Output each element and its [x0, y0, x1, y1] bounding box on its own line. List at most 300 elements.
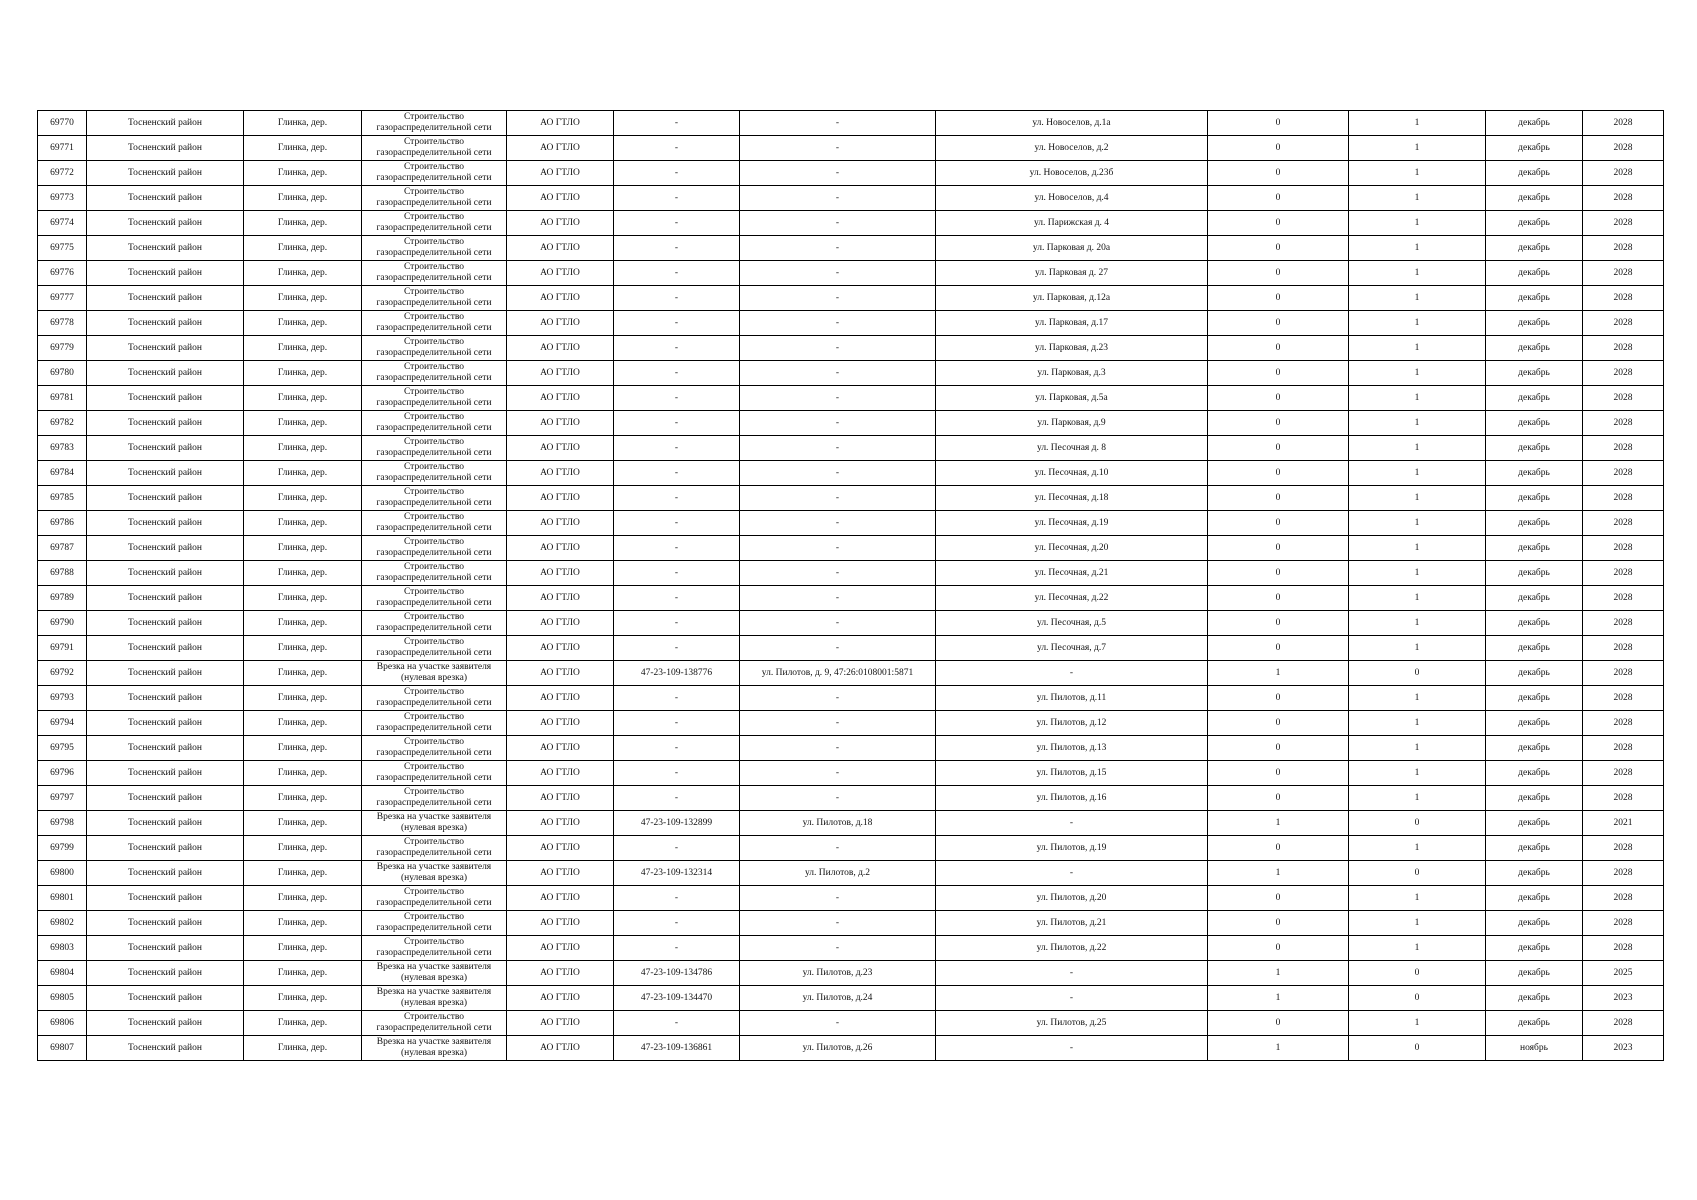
row-number-cell: 69788: [38, 561, 87, 586]
work-type-cell: Строительство газораспределительной сети: [362, 111, 507, 136]
applicant-address-cell: -: [740, 236, 936, 261]
year-cell: 2023: [1583, 1036, 1664, 1061]
count-a-cell: 0: [1208, 586, 1349, 611]
application-number-cell: -: [614, 361, 740, 386]
table-row: [38, 336, 1664, 361]
count-b-cell: 1: [1349, 136, 1486, 161]
table-row: [38, 536, 1664, 561]
application-number-cell: 47-23-109-136861: [614, 1036, 740, 1061]
settlement-cell: Глинка, дер.: [244, 111, 362, 136]
work-type-cell: Строительство газораспределительной сети: [362, 136, 507, 161]
district-cell: Тосненский район: [87, 986, 244, 1011]
applicant-address-cell: -: [740, 436, 936, 461]
applicant-address-cell: -: [740, 836, 936, 861]
organization-cell: АО ГТЛО: [507, 1036, 614, 1061]
count-a-cell: 0: [1208, 686, 1349, 711]
application-number-cell: -: [614, 611, 740, 636]
district-cell: Тосненский район: [87, 886, 244, 911]
work-type-cell: Строительство газораспределительной сети: [362, 286, 507, 311]
row-number-cell: 69801: [38, 886, 87, 911]
count-b-cell: 1: [1349, 936, 1486, 961]
object-address-cell: ул. Песочная д. 8: [936, 436, 1208, 461]
applicant-address-cell: -: [740, 311, 936, 336]
count-b-cell: 1: [1349, 311, 1486, 336]
applicant-address-cell: -: [740, 161, 936, 186]
month-cell: декабрь: [1486, 761, 1583, 786]
count-a-cell: 0: [1208, 336, 1349, 361]
work-type-cell: Врезка на участке заявителя (нулевая врезка): [362, 1036, 507, 1061]
year-cell: 2028: [1583, 936, 1664, 961]
count-a-cell: 0: [1208, 911, 1349, 936]
count-a-cell: 0: [1208, 711, 1349, 736]
row-number-cell: 69776: [38, 261, 87, 286]
work-type-cell: Строительство газораспределительной сети: [362, 511, 507, 536]
object-address-cell: ул. Пилотов, д.11: [936, 686, 1208, 711]
district-cell: Тосненский район: [87, 461, 244, 486]
work-type-cell: Врезка на участке заявителя (нулевая врезка): [362, 861, 507, 886]
district-cell: Тосненский район: [87, 336, 244, 361]
district-cell: Тосненский район: [87, 261, 244, 286]
table-row: [38, 161, 1664, 186]
settlement-cell: Глинка, дер.: [244, 361, 362, 386]
application-number-cell: -: [614, 886, 740, 911]
object-address-cell: -: [936, 811, 1208, 836]
row-number-cell: 69785: [38, 486, 87, 511]
work-type-cell: Строительство газораспределительной сети: [362, 1011, 507, 1036]
count-a-cell: 0: [1208, 536, 1349, 561]
table-row: [38, 586, 1664, 611]
settlement-cell: Глинка, дер.: [244, 161, 362, 186]
month-cell: декабрь: [1486, 436, 1583, 461]
row-number-cell: 69778: [38, 311, 87, 336]
settlement-cell: Глинка, дер.: [244, 961, 362, 986]
work-type-cell: Строительство газораспределительной сети: [362, 486, 507, 511]
organization-cell: АО ГТЛО: [507, 536, 614, 561]
applicant-address-cell: -: [740, 686, 936, 711]
count-a-cell: 0: [1208, 211, 1349, 236]
applicant-address-cell: ул. Пилотов, д.2: [740, 861, 936, 886]
organization-cell: АО ГТЛО: [507, 386, 614, 411]
application-number-cell: -: [614, 686, 740, 711]
year-cell: 2028: [1583, 661, 1664, 686]
district-cell: Тосненский район: [87, 786, 244, 811]
object-address-cell: ул. Пилотов, д.13: [936, 736, 1208, 761]
table-row: [38, 236, 1664, 261]
count-b-cell: 0: [1349, 986, 1486, 1011]
month-cell: декабрь: [1486, 936, 1583, 961]
row-number-cell: 69789: [38, 586, 87, 611]
applicant-address-cell: -: [740, 186, 936, 211]
count-b-cell: 1: [1349, 486, 1486, 511]
month-cell: декабрь: [1486, 861, 1583, 886]
organization-cell: АО ГТЛО: [507, 786, 614, 811]
count-b-cell: 1: [1349, 186, 1486, 211]
settlement-cell: Глинка, дер.: [244, 586, 362, 611]
district-cell: Тосненский район: [87, 736, 244, 761]
month-cell: декабрь: [1486, 736, 1583, 761]
work-type-cell: Строительство газораспределительной сети: [362, 836, 507, 861]
table-row: [38, 461, 1664, 486]
year-cell: 2028: [1583, 386, 1664, 411]
table-row: [38, 261, 1664, 286]
applicant-address-cell: -: [740, 786, 936, 811]
district-cell: Тосненский район: [87, 811, 244, 836]
month-cell: декабрь: [1486, 211, 1583, 236]
organization-cell: АО ГТЛО: [507, 436, 614, 461]
month-cell: декабрь: [1486, 786, 1583, 811]
application-number-cell: -: [614, 386, 740, 411]
row-number-cell: 69798: [38, 811, 87, 836]
application-number-cell: -: [614, 911, 740, 936]
organization-cell: АО ГТЛО: [507, 511, 614, 536]
work-type-cell: Строительство газораспределительной сети: [362, 936, 507, 961]
organization-cell: АО ГТЛО: [507, 111, 614, 136]
table-row: [38, 286, 1664, 311]
row-number-cell: 69797: [38, 786, 87, 811]
settlement-cell: Глинка, дер.: [244, 561, 362, 586]
count-a-cell: 0: [1208, 461, 1349, 486]
month-cell: декабрь: [1486, 561, 1583, 586]
district-cell: Тосненский район: [87, 136, 244, 161]
object-address-cell: ул. Песочная, д.7: [936, 636, 1208, 661]
settlement-cell: Глинка, дер.: [244, 611, 362, 636]
count-a-cell: 0: [1208, 161, 1349, 186]
object-address-cell: ул. Песочная, д.10: [936, 461, 1208, 486]
row-number-cell: 69802: [38, 911, 87, 936]
work-type-cell: Строительство газораспределительной сети: [362, 586, 507, 611]
district-cell: Тосненский район: [87, 911, 244, 936]
application-number-cell: -: [614, 186, 740, 211]
application-number-cell: -: [614, 461, 740, 486]
count-a-cell: 0: [1208, 286, 1349, 311]
row-number-cell: 69784: [38, 461, 87, 486]
month-cell: декабрь: [1486, 486, 1583, 511]
year-cell: 2028: [1583, 186, 1664, 211]
applicant-address-cell: -: [740, 361, 936, 386]
table-row: [38, 111, 1664, 136]
application-number-cell: -: [614, 586, 740, 611]
work-type-cell: Строительство газораспределительной сети: [362, 336, 507, 361]
organization-cell: АО ГТЛО: [507, 136, 614, 161]
gas-network-table: [37, 110, 1664, 1061]
district-cell: Тосненский район: [87, 111, 244, 136]
year-cell: 2028: [1583, 536, 1664, 561]
count-a-cell: 0: [1208, 411, 1349, 436]
district-cell: Тосненский район: [87, 961, 244, 986]
year-cell: 2028: [1583, 786, 1664, 811]
application-number-cell: -: [614, 261, 740, 286]
year-cell: 2028: [1583, 286, 1664, 311]
year-cell: 2028: [1583, 336, 1664, 361]
organization-cell: АО ГТЛО: [507, 636, 614, 661]
settlement-cell: Глинка, дер.: [244, 386, 362, 411]
month-cell: декабрь: [1486, 161, 1583, 186]
count-b-cell: 1: [1349, 911, 1486, 936]
application-number-cell: -: [614, 536, 740, 561]
application-number-cell: 47-23-109-134470: [614, 986, 740, 1011]
settlement-cell: Глинка, дер.: [244, 461, 362, 486]
row-number-cell: 69804: [38, 961, 87, 986]
application-number-cell: -: [614, 311, 740, 336]
row-number-cell: 69799: [38, 836, 87, 861]
applicant-address-cell: -: [740, 136, 936, 161]
year-cell: 2028: [1583, 911, 1664, 936]
object-address-cell: ул. Парковая, д.9: [936, 411, 1208, 436]
count-b-cell: 1: [1349, 111, 1486, 136]
table-row: [38, 711, 1664, 736]
application-number-cell: -: [614, 486, 740, 511]
year-cell: 2028: [1583, 736, 1664, 761]
object-address-cell: ул. Парковая, д.12а: [936, 286, 1208, 311]
count-b-cell: 1: [1349, 236, 1486, 261]
table-row: [38, 836, 1664, 861]
count-b-cell: 0: [1349, 961, 1486, 986]
table-row: [38, 736, 1664, 761]
applicant-address-cell: -: [740, 611, 936, 636]
row-number-cell: 69807: [38, 1036, 87, 1061]
table-body: [38, 111, 1664, 1061]
application-number-cell: -: [614, 236, 740, 261]
district-cell: Тосненский район: [87, 411, 244, 436]
count-b-cell: 1: [1349, 336, 1486, 361]
application-number-cell: 47-23-109-132314: [614, 861, 740, 886]
table-row: [38, 211, 1664, 236]
object-address-cell: -: [936, 961, 1208, 986]
count-b-cell: 1: [1349, 361, 1486, 386]
organization-cell: АО ГТЛО: [507, 261, 614, 286]
count-a-cell: 0: [1208, 561, 1349, 586]
application-number-cell: -: [614, 761, 740, 786]
count-a-cell: 1: [1208, 811, 1349, 836]
month-cell: декабрь: [1486, 636, 1583, 661]
applicant-address-cell: -: [740, 936, 936, 961]
year-cell: 2021: [1583, 811, 1664, 836]
organization-cell: АО ГТЛО: [507, 811, 614, 836]
district-cell: Тосненский район: [87, 361, 244, 386]
settlement-cell: Глинка, дер.: [244, 486, 362, 511]
count-b-cell: 0: [1349, 811, 1486, 836]
month-cell: декабрь: [1486, 111, 1583, 136]
row-number-cell: 69805: [38, 986, 87, 1011]
settlement-cell: Глинка, дер.: [244, 936, 362, 961]
row-number-cell: 69782: [38, 411, 87, 436]
month-cell: декабрь: [1486, 661, 1583, 686]
object-address-cell: ул. Пилотов, д.25: [936, 1011, 1208, 1036]
applicant-address-cell: ул. Пилотов, д.18: [740, 811, 936, 836]
count-a-cell: 0: [1208, 611, 1349, 636]
applicant-address-cell: ул. Пилотов, д.24: [740, 986, 936, 1011]
row-number-cell: 69795: [38, 736, 87, 761]
object-address-cell: -: [936, 861, 1208, 886]
application-number-cell: -: [614, 511, 740, 536]
applicant-address-cell: -: [740, 1011, 936, 1036]
organization-cell: АО ГТЛО: [507, 361, 614, 386]
organization-cell: АО ГТЛО: [507, 286, 614, 311]
count-a-cell: 0: [1208, 1011, 1349, 1036]
applicant-address-cell: ул. Пилотов, д. 9, 47:26:0108001:5871: [740, 661, 936, 686]
work-type-cell: Строительство газораспределительной сети: [362, 386, 507, 411]
count-a-cell: 0: [1208, 761, 1349, 786]
district-cell: Тосненский район: [87, 161, 244, 186]
organization-cell: АО ГТЛО: [507, 211, 614, 236]
work-type-cell: Врезка на участке заявителя (нулевая врезка): [362, 811, 507, 836]
applicant-address-cell: -: [740, 486, 936, 511]
count-b-cell: 1: [1349, 461, 1486, 486]
year-cell: 2028: [1583, 836, 1664, 861]
count-a-cell: 0: [1208, 936, 1349, 961]
year-cell: 2028: [1583, 161, 1664, 186]
object-address-cell: ул. Новоселов, д.23б: [936, 161, 1208, 186]
district-cell: Тосненский район: [87, 236, 244, 261]
table-row: [38, 786, 1664, 811]
work-type-cell: Строительство газораспределительной сети: [362, 211, 507, 236]
applicant-address-cell: -: [740, 761, 936, 786]
work-type-cell: Строительство газораспределительной сети: [362, 236, 507, 261]
row-number-cell: 69777: [38, 286, 87, 311]
settlement-cell: Глинка, дер.: [244, 1036, 362, 1061]
settlement-cell: Глинка, дер.: [244, 286, 362, 311]
count-b-cell: 1: [1349, 686, 1486, 711]
year-cell: 2028: [1583, 361, 1664, 386]
year-cell: 2028: [1583, 611, 1664, 636]
table-row: [38, 861, 1664, 886]
count-b-cell: 1: [1349, 536, 1486, 561]
table-row: [38, 411, 1664, 436]
application-number-cell: -: [614, 161, 740, 186]
work-type-cell: Строительство газораспределительной сети: [362, 536, 507, 561]
object-address-cell: ул. Пилотов, д.15: [936, 761, 1208, 786]
count-a-cell: 0: [1208, 486, 1349, 511]
count-b-cell: 1: [1349, 386, 1486, 411]
object-address-cell: ул. Пилотов, д.20: [936, 886, 1208, 911]
district-cell: Тосненский район: [87, 1011, 244, 1036]
object-address-cell: ул. Пилотов, д.22: [936, 936, 1208, 961]
count-b-cell: 1: [1349, 561, 1486, 586]
organization-cell: АО ГТЛО: [507, 736, 614, 761]
row-number-cell: 69803: [38, 936, 87, 961]
organization-cell: АО ГТЛО: [507, 961, 614, 986]
table-row: [38, 136, 1664, 161]
organization-cell: АО ГТЛО: [507, 911, 614, 936]
month-cell: декабрь: [1486, 361, 1583, 386]
work-type-cell: Строительство газораспределительной сети: [362, 261, 507, 286]
month-cell: декабрь: [1486, 911, 1583, 936]
month-cell: декабрь: [1486, 286, 1583, 311]
work-type-cell: Строительство газораспределительной сети: [362, 786, 507, 811]
work-type-cell: Строительство газораспределительной сети: [362, 361, 507, 386]
settlement-cell: Глинка, дер.: [244, 411, 362, 436]
district-cell: Тосненский район: [87, 661, 244, 686]
month-cell: декабрь: [1486, 236, 1583, 261]
application-number-cell: -: [614, 436, 740, 461]
object-address-cell: ул. Новоселов, д.2: [936, 136, 1208, 161]
applicant-address-cell: -: [740, 536, 936, 561]
organization-cell: АО ГТЛО: [507, 186, 614, 211]
organization-cell: АО ГТЛО: [507, 311, 614, 336]
month-cell: декабрь: [1486, 336, 1583, 361]
year-cell: 2028: [1583, 461, 1664, 486]
year-cell: 2028: [1583, 561, 1664, 586]
year-cell: 2028: [1583, 436, 1664, 461]
district-cell: Тосненский район: [87, 386, 244, 411]
work-type-cell: Строительство газораспределительной сети: [362, 411, 507, 436]
work-type-cell: Строительство газораспределительной сети: [362, 461, 507, 486]
table-row: [38, 186, 1664, 211]
application-number-cell: -: [614, 211, 740, 236]
count-b-cell: 1: [1349, 611, 1486, 636]
application-number-cell: -: [614, 786, 740, 811]
district-cell: Тосненский район: [87, 286, 244, 311]
table-row: [38, 361, 1664, 386]
applicant-address-cell: -: [740, 111, 936, 136]
object-address-cell: ул. Парковая д. 27: [936, 261, 1208, 286]
count-a-cell: 0: [1208, 836, 1349, 861]
work-type-cell: Строительство газораспределительной сети: [362, 636, 507, 661]
table-row: [38, 886, 1664, 911]
applicant-address-cell: -: [740, 261, 936, 286]
year-cell: 2028: [1583, 111, 1664, 136]
work-type-cell: Строительство газораспределительной сети: [362, 711, 507, 736]
year-cell: 2028: [1583, 236, 1664, 261]
applicant-address-cell: -: [740, 636, 936, 661]
work-type-cell: Врезка на участке заявителя (нулевая врезка): [362, 661, 507, 686]
object-address-cell: -: [936, 986, 1208, 1011]
count-a-cell: 0: [1208, 311, 1349, 336]
organization-cell: АО ГТЛО: [507, 986, 614, 1011]
applicant-address-cell: -: [740, 886, 936, 911]
work-type-cell: Строительство газораспределительной сети: [362, 736, 507, 761]
row-number-cell: 69792: [38, 661, 87, 686]
district-cell: Тосненский район: [87, 311, 244, 336]
count-b-cell: 0: [1349, 1036, 1486, 1061]
district-cell: Тосненский район: [87, 186, 244, 211]
settlement-cell: Глинка, дер.: [244, 211, 362, 236]
object-address-cell: ул. Пилотов, д.21: [936, 911, 1208, 936]
district-cell: Тосненский район: [87, 436, 244, 461]
district-cell: Тосненский район: [87, 836, 244, 861]
count-a-cell: 0: [1208, 136, 1349, 161]
row-number-cell: 69772: [38, 161, 87, 186]
count-a-cell: 0: [1208, 786, 1349, 811]
applicant-address-cell: -: [740, 386, 936, 411]
object-address-cell: ул. Песочная, д.5: [936, 611, 1208, 636]
year-cell: 2023: [1583, 986, 1664, 1011]
month-cell: декабрь: [1486, 686, 1583, 711]
row-number-cell: 69781: [38, 386, 87, 411]
count-b-cell: 1: [1349, 261, 1486, 286]
settlement-cell: Глинка, дер.: [244, 436, 362, 461]
count-b-cell: 1: [1349, 586, 1486, 611]
object-address-cell: ул. Песочная, д.20: [936, 536, 1208, 561]
row-number-cell: 69774: [38, 211, 87, 236]
count-a-cell: 0: [1208, 386, 1349, 411]
count-a-cell: 0: [1208, 636, 1349, 661]
applicant-address-cell: -: [740, 211, 936, 236]
work-type-cell: Строительство газораспределительной сети: [362, 611, 507, 636]
district-cell: Тосненский район: [87, 936, 244, 961]
year-cell: 2028: [1583, 1011, 1664, 1036]
year-cell: 2028: [1583, 686, 1664, 711]
count-a-cell: 1: [1208, 661, 1349, 686]
year-cell: 2028: [1583, 761, 1664, 786]
year-cell: 2028: [1583, 511, 1664, 536]
work-type-cell: Строительство газораспределительной сети: [362, 161, 507, 186]
organization-cell: АО ГТЛО: [507, 611, 614, 636]
settlement-cell: Глинка, дер.: [244, 886, 362, 911]
district-cell: Тосненский район: [87, 711, 244, 736]
year-cell: 2028: [1583, 486, 1664, 511]
count-b-cell: 1: [1349, 636, 1486, 661]
